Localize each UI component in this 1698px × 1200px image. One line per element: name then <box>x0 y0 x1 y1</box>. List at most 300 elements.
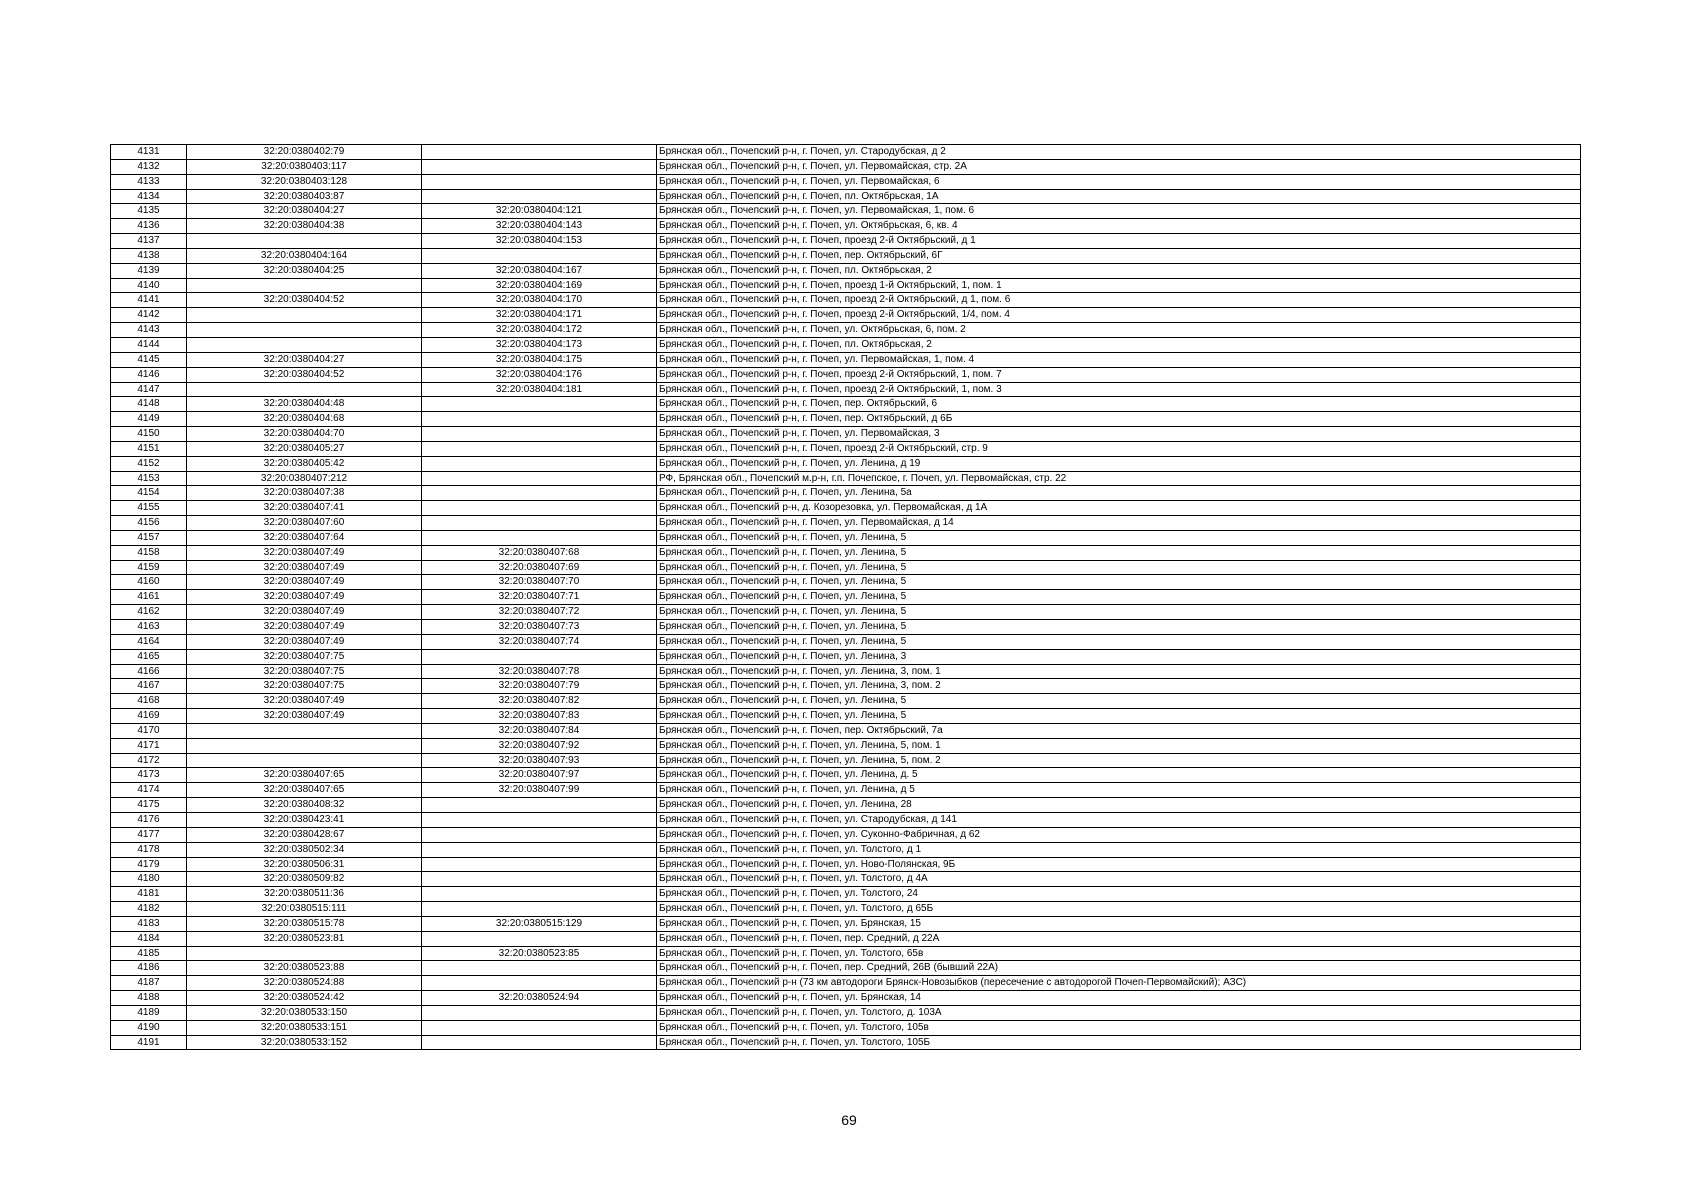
cadastral-number-cell: 32:20:0380407:49 <box>187 590 422 605</box>
table-row <box>111 709 1581 724</box>
cadastral-number-cell: 32:20:0380407:60 <box>187 516 422 531</box>
cadastral-number-cell: 32:20:0380404:48 <box>187 397 422 412</box>
table-row <box>111 427 1581 442</box>
table-row <box>111 560 1581 575</box>
object-number-cell: 32:20:0380515:129 <box>422 916 657 931</box>
cadastral-number-cell: 32:20:0380511:36 <box>187 887 422 902</box>
row-number-cell: 4185 <box>111 946 187 961</box>
address-cell: Брянская обл., Почепский р-н, г. Почеп, проезд 2-й Октябрьский, 1, пом. 3 <box>657 382 1581 397</box>
property-table <box>110 144 1581 1050</box>
address-cell: Брянская обл., Почепский р-н, г. Почеп, ул. Ленина, 28 <box>657 798 1581 813</box>
object-number-cell: 32:20:0380407:74 <box>422 634 657 649</box>
address-cell: Брянская обл., Почепский р-н, г. Почеп, пер. Средний, д 22А <box>657 931 1581 946</box>
table-row <box>111 456 1581 471</box>
table-row <box>111 486 1581 501</box>
row-number-cell: 4184 <box>111 931 187 946</box>
address-cell: Брянская обл., Почепский р-н, г. Почеп, ул. Ленина, 5 <box>657 575 1581 590</box>
object-number-cell: 32:20:0380407:69 <box>422 560 657 575</box>
row-number-cell: 4162 <box>111 605 187 620</box>
address-cell: Брянская обл., Почепский р-н, д. Козорезовка, ул. Первомайская, д 1А <box>657 501 1581 516</box>
address-cell: Брянская обл., Почепский р-н, г. Почеп, ул. Толстого, 65в <box>657 946 1581 961</box>
cadastral-number-cell: 32:20:0380407:75 <box>187 679 422 694</box>
cadastral-number-cell: 32:20:0380407:49 <box>187 634 422 649</box>
table-row <box>111 664 1581 679</box>
row-number-cell: 4190 <box>111 1020 187 1035</box>
row-number-cell: 4134 <box>111 189 187 204</box>
cadastral-number-cell: 32:20:0380405:42 <box>187 456 422 471</box>
object-number-cell <box>422 872 657 887</box>
object-number-cell <box>422 174 657 189</box>
cadastral-number-cell: 32:20:0380407:75 <box>187 649 422 664</box>
table-row <box>111 545 1581 560</box>
row-number-cell: 4173 <box>111 768 187 783</box>
object-number-cell: 32:20:0380523:85 <box>422 946 657 961</box>
property-table-body <box>111 145 1581 1050</box>
address-cell: Брянская обл., Почепский р-н, г. Почеп, ул. Первомайская, д 14 <box>657 516 1581 531</box>
cadastral-number-cell: 32:20:0380515:111 <box>187 902 422 917</box>
page-number: 69 <box>841 1112 857 1128</box>
row-number-cell: 4141 <box>111 293 187 308</box>
table-row <box>111 649 1581 664</box>
address-cell: Брянская обл., Почепский р-н, г. Почеп, ул. Ленина, 5 <box>657 590 1581 605</box>
cadastral-number-cell: 32:20:0380403:128 <box>187 174 422 189</box>
row-number-cell: 4163 <box>111 620 187 635</box>
object-number-cell: 32:20:0380404:153 <box>422 234 657 249</box>
object-number-cell: 32:20:0380407:78 <box>422 664 657 679</box>
object-number-cell: 32:20:0380407:71 <box>422 590 657 605</box>
address-cell: Брянская обл., Почепский р-н, г. Почеп, ул. Толстого, 105в <box>657 1020 1581 1035</box>
object-number-cell: 32:20:0380407:83 <box>422 709 657 724</box>
row-number-cell: 4139 <box>111 263 187 278</box>
address-cell: Брянская обл., Почепский р-н, г. Почеп, пл. Октябрьская, 1А <box>657 189 1581 204</box>
address-cell: Брянская обл., Почепский р-н, г. Почеп, ул. Первомайская, 1, пом. 6 <box>657 204 1581 219</box>
table-row <box>111 842 1581 857</box>
table-row <box>111 189 1581 204</box>
object-number-cell <box>422 516 657 531</box>
row-number-cell: 4133 <box>111 174 187 189</box>
cadastral-number-cell: 32:20:0380407:49 <box>187 545 422 560</box>
address-cell: Брянская обл., Почепский р-н, г. Почеп, ул. Ленина, д. 5 <box>657 768 1581 783</box>
object-number-cell <box>422 976 657 991</box>
address-cell: Брянская обл., Почепский р-н, г. Почеп, ул. Брянская, 15 <box>657 916 1581 931</box>
address-cell: Брянская обл., Почепский р-н, г. Почеп, ул. Ленина, 5, пом. 2 <box>657 753 1581 768</box>
object-number-cell: 32:20:0380404:175 <box>422 352 657 367</box>
cadastral-number-cell <box>187 382 422 397</box>
object-number-cell <box>422 248 657 263</box>
table-row <box>111 278 1581 293</box>
table-row <box>111 620 1581 635</box>
row-number-cell: 4148 <box>111 397 187 412</box>
cadastral-number-cell: 32:20:0380408:32 <box>187 798 422 813</box>
object-number-cell: 32:20:0380407:84 <box>422 723 657 738</box>
row-number-cell: 4135 <box>111 204 187 219</box>
object-number-cell: 32:20:0380407:82 <box>422 694 657 709</box>
address-cell: Брянская обл., Почепский р-н, г. Почеп, проезд 2-й Октябрьский, стр. 9 <box>657 441 1581 456</box>
object-number-cell <box>422 471 657 486</box>
address-cell: Брянская обл., Почепский р-н, г. Почеп, ул. Ленина, 5 <box>657 694 1581 709</box>
table-row <box>111 159 1581 174</box>
address-cell: Брянская обл., Почепский р-н, г. Почеп, проезд 2-й Октябрьский, д 1, пом. 6 <box>657 293 1581 308</box>
table-row <box>111 723 1581 738</box>
cadastral-number-cell: 32:20:0380524:42 <box>187 991 422 1006</box>
object-number-cell <box>422 902 657 917</box>
row-number-cell: 4177 <box>111 827 187 842</box>
row-number-cell: 4168 <box>111 694 187 709</box>
address-cell: Брянская обл., Почепский р-н, г. Почеп, ул. Ленина, 5, пом. 1 <box>657 738 1581 753</box>
table-row <box>111 798 1581 813</box>
cadastral-number-cell <box>187 753 422 768</box>
object-number-cell <box>422 501 657 516</box>
cadastral-number-cell: 32:20:0380405:27 <box>187 441 422 456</box>
row-number-cell: 4143 <box>111 323 187 338</box>
table-row <box>111 738 1581 753</box>
table-row <box>111 471 1581 486</box>
cadastral-number-cell <box>187 738 422 753</box>
row-number-cell: 4153 <box>111 471 187 486</box>
address-cell: Брянская обл., Почепский р-н, г. Почеп, ул. Ленина, 5 <box>657 709 1581 724</box>
address-cell: Брянская обл., Почепский р-н, г. Почеп, ул. Ленина, 3 <box>657 649 1581 664</box>
address-cell: Брянская обл., Почепский р-н, г. Почеп, пл. Октябрьская, 2 <box>657 263 1581 278</box>
table-row <box>111 694 1581 709</box>
table-row <box>111 1035 1581 1050</box>
object-number-cell <box>422 887 657 902</box>
table-row <box>111 219 1581 234</box>
address-cell: Брянская обл., Почепский р-н, г. Почеп, ул. Ленина, 5 <box>657 530 1581 545</box>
object-number-cell <box>422 931 657 946</box>
address-cell: РФ, Брянская обл., Почепский м.р-н, г.п. Почепское, г. Почеп, ул. Первомайская, стр. 22 <box>657 471 1581 486</box>
object-number-cell <box>422 649 657 664</box>
table-row <box>111 827 1581 842</box>
object-number-cell: 32:20:0380407:68 <box>422 545 657 560</box>
address-cell: Брянская обл., Почепский р-н, г. Почеп, ул. Суконно-Фабричная, д 62 <box>657 827 1581 842</box>
address-cell: Брянская обл., Почепский р-н, г. Почеп, ул. Стародубская, д 2 <box>657 145 1581 160</box>
row-number-cell: 4154 <box>111 486 187 501</box>
object-number-cell <box>422 1005 657 1020</box>
row-number-cell: 4178 <box>111 842 187 857</box>
table-row <box>111 323 1581 338</box>
address-cell: Брянская обл., Почепский р-н, г. Почеп, ул. Ленина, д 19 <box>657 456 1581 471</box>
row-number-cell: 4186 <box>111 961 187 976</box>
object-number-cell <box>422 812 657 827</box>
row-number-cell: 4180 <box>111 872 187 887</box>
row-number-cell: 4182 <box>111 902 187 917</box>
table-row <box>111 679 1581 694</box>
object-number-cell: 32:20:0380404:172 <box>422 323 657 338</box>
table-row <box>111 174 1581 189</box>
cadastral-number-cell: 32:20:0380407:38 <box>187 486 422 501</box>
row-number-cell: 4189 <box>111 1005 187 1020</box>
object-number-cell: 32:20:0380407:93 <box>422 753 657 768</box>
object-number-cell: 32:20:0380407:92 <box>422 738 657 753</box>
cadastral-number-cell: 32:20:0380407:212 <box>187 471 422 486</box>
row-number-cell: 4144 <box>111 337 187 352</box>
object-number-cell <box>422 189 657 204</box>
table-row <box>111 887 1581 902</box>
object-number-cell: 32:20:0380404:167 <box>422 263 657 278</box>
object-number-cell <box>422 530 657 545</box>
table-row <box>111 902 1581 917</box>
table-row <box>111 441 1581 456</box>
object-number-cell <box>422 397 657 412</box>
cadastral-number-cell: 32:20:0380407:49 <box>187 605 422 620</box>
cadastral-number-cell: 32:20:0380523:88 <box>187 961 422 976</box>
table-row <box>111 916 1581 931</box>
address-cell: Брянская обл., Почепский р-н, г. Почеп, ул. Ленина, 3, пом. 1 <box>657 664 1581 679</box>
address-cell: Брянская обл., Почепский р-н, г. Почеп, ул. Ленина, 5 <box>657 620 1581 635</box>
address-cell: Брянская обл., Почепский р-н, г. Почеп, ул. Ленина, 3, пом. 2 <box>657 679 1581 694</box>
table-row <box>111 605 1581 620</box>
object-number-cell: 32:20:0380404:121 <box>422 204 657 219</box>
cadastral-number-cell: 32:20:0380407:49 <box>187 620 422 635</box>
address-cell: Брянская обл., Почепский р-н, г. Почеп, ул. Толстого, д 1 <box>657 842 1581 857</box>
object-number-cell: 32:20:0380407:79 <box>422 679 657 694</box>
object-number-cell <box>422 441 657 456</box>
table-row <box>111 412 1581 427</box>
address-cell: Брянская обл., Почепский р-н, г. Почеп, ул. Октябрьская, 6, пом. 2 <box>657 323 1581 338</box>
address-cell: Брянская обл., Почепский р-н, г. Почеп, ул. Толстого, д 4А <box>657 872 1581 887</box>
cadastral-number-cell: 32:20:0380509:82 <box>187 872 422 887</box>
address-cell: Брянская обл., Почепский р-н, г. Почеп, ул. Ленина, 5 <box>657 634 1581 649</box>
cadastral-number-cell: 32:20:0380404:68 <box>187 412 422 427</box>
table-row <box>111 382 1581 397</box>
table-row <box>111 575 1581 590</box>
table-row <box>111 590 1581 605</box>
cadastral-number-cell: 32:20:0380533:151 <box>187 1020 422 1035</box>
object-number-cell: 32:20:0380404:176 <box>422 367 657 382</box>
object-number-cell: 32:20:0380404:173 <box>422 337 657 352</box>
object-number-cell <box>422 412 657 427</box>
table-row <box>111 768 1581 783</box>
address-cell: Брянская обл., Почепский р-н, г. Почеп, ул. Ленина, д 5 <box>657 783 1581 798</box>
address-cell: Брянская обл., Почепский р-н, г. Почеп, ул. Стародубская, д 141 <box>657 812 1581 827</box>
cadastral-number-cell: 32:20:0380515:78 <box>187 916 422 931</box>
table-row <box>111 1020 1581 1035</box>
row-number-cell: 4145 <box>111 352 187 367</box>
address-cell: Брянская обл., Почепский р-н, г. Почеп, пер. Октябрьский, 6Г <box>657 248 1581 263</box>
table-row <box>111 248 1581 263</box>
row-number-cell: 4155 <box>111 501 187 516</box>
cadastral-number-cell: 32:20:0380407:49 <box>187 709 422 724</box>
cadastral-number-cell: 32:20:0380533:150 <box>187 1005 422 1020</box>
address-cell: Брянская обл., Почепский р-н, г. Почеп, ул. Толстого, 105Б <box>657 1035 1581 1050</box>
table-row <box>111 352 1581 367</box>
cadastral-number-cell: 32:20:0380402:79 <box>187 145 422 160</box>
cadastral-number-cell <box>187 323 422 338</box>
table-row <box>111 145 1581 160</box>
row-number-cell: 4167 <box>111 679 187 694</box>
row-number-cell: 4179 <box>111 857 187 872</box>
cadastral-number-cell: 32:20:0380403:117 <box>187 159 422 174</box>
object-number-cell <box>422 427 657 442</box>
address-cell: Брянская обл., Почепский р-н, г. Почеп, ул. Первомайская, 6 <box>657 174 1581 189</box>
row-number-cell: 4147 <box>111 382 187 397</box>
row-number-cell: 4166 <box>111 664 187 679</box>
row-number-cell: 4157 <box>111 530 187 545</box>
row-number-cell: 4174 <box>111 783 187 798</box>
object-number-cell: 32:20:0380407:97 <box>422 768 657 783</box>
cadastral-number-cell: 32:20:0380523:81 <box>187 931 422 946</box>
row-number-cell: 4138 <box>111 248 187 263</box>
table-row <box>111 783 1581 798</box>
row-number-cell: 4146 <box>111 367 187 382</box>
table-row <box>111 931 1581 946</box>
row-number-cell: 4131 <box>111 145 187 160</box>
object-number-cell <box>422 857 657 872</box>
cadastral-number-cell: 32:20:0380407:64 <box>187 530 422 545</box>
object-number-cell: 32:20:0380404:181 <box>422 382 657 397</box>
row-number-cell: 4158 <box>111 545 187 560</box>
cadastral-number-cell: 32:20:0380502:34 <box>187 842 422 857</box>
row-number-cell: 4137 <box>111 234 187 249</box>
table-row <box>111 857 1581 872</box>
table-row <box>111 263 1581 278</box>
table-row <box>111 337 1581 352</box>
row-number-cell: 4172 <box>111 753 187 768</box>
cadastral-number-cell: 32:20:0380407:49 <box>187 694 422 709</box>
address-cell: Брянская обл., Почепский р-н, г. Почеп, пер. Средний, 26В (бывший 22А) <box>657 961 1581 976</box>
cadastral-number-cell: 32:20:0380407:49 <box>187 575 422 590</box>
row-number-cell: 4152 <box>111 456 187 471</box>
address-cell: Брянская обл., Почепский р-н, г. Почеп, ул. Ленина, 5 <box>657 545 1581 560</box>
address-cell: Брянская обл., Почепский р-н, г. Почеп, пер. Октябрьский, д 6Б <box>657 412 1581 427</box>
cadastral-number-cell: 32:20:0380404:25 <box>187 263 422 278</box>
address-cell: Брянская обл., Почепский р-н, г. Почеп, пер. Октябрьский, 7а <box>657 723 1581 738</box>
row-number-cell: 4169 <box>111 709 187 724</box>
row-number-cell: 4165 <box>111 649 187 664</box>
address-cell: Брянская обл., Почепский р-н, г. Почеп, ул. Первомайская, 3 <box>657 427 1581 442</box>
cadastral-number-cell: 32:20:0380404:27 <box>187 352 422 367</box>
table-row <box>111 812 1581 827</box>
object-number-cell <box>422 798 657 813</box>
row-number-cell: 4183 <box>111 916 187 931</box>
cadastral-number-cell <box>187 946 422 961</box>
cadastral-number-cell <box>187 723 422 738</box>
table-row <box>111 204 1581 219</box>
object-number-cell <box>422 1035 657 1050</box>
row-number-cell: 4188 <box>111 991 187 1006</box>
row-number-cell: 4160 <box>111 575 187 590</box>
table-row <box>111 516 1581 531</box>
cadastral-number-cell: 32:20:0380404:27 <box>187 204 422 219</box>
row-number-cell: 4132 <box>111 159 187 174</box>
address-cell: Брянская обл., Почепский р-н, г. Почеп, ул. Октябрьская, 6, кв. 4 <box>657 219 1581 234</box>
table-row <box>111 397 1581 412</box>
address-cell: Брянская обл., Почепский р-н, г. Почеп, ул. Ленина, 5 <box>657 605 1581 620</box>
table-row <box>111 872 1581 887</box>
table-row <box>111 501 1581 516</box>
row-number-cell: 4191 <box>111 1035 187 1050</box>
address-cell: Брянская обл., Почепский р-н, г. Почеп, пл. Октябрьская, 2 <box>657 337 1581 352</box>
cadastral-number-cell: 32:20:0380423:41 <box>187 812 422 827</box>
row-number-cell: 4140 <box>111 278 187 293</box>
table-row <box>111 308 1581 323</box>
table-row <box>111 1005 1581 1020</box>
address-cell: Брянская обл., Почепский р-н (73 км автодороги Брянск-Новозыбков (пересечение с автодорогой Почеп-Первомайский); АЗС) <box>657 976 1581 991</box>
address-cell: Брянская обл., Почепский р-н, г. Почеп, ул. Толстого, д. 103А <box>657 1005 1581 1020</box>
row-number-cell: 4170 <box>111 723 187 738</box>
address-cell: Брянская обл., Почепский р-н, г. Почеп, ул. Ленина, 5а <box>657 486 1581 501</box>
row-number-cell: 4151 <box>111 441 187 456</box>
object-number-cell: 32:20:0380404:143 <box>422 219 657 234</box>
address-cell: Брянская обл., Почепский р-н, г. Почеп, проезд 2-й Октябрьский, 1/4, пом. 4 <box>657 308 1581 323</box>
table-row <box>111 293 1581 308</box>
row-number-cell: 4142 <box>111 308 187 323</box>
object-number-cell: 32:20:0380407:70 <box>422 575 657 590</box>
address-cell: Брянская обл., Почепский р-н, г. Почеп, ул. Ленина, 5 <box>657 560 1581 575</box>
row-number-cell: 4150 <box>111 427 187 442</box>
cadastral-number-cell: 32:20:0380407:65 <box>187 783 422 798</box>
object-number-cell <box>422 159 657 174</box>
address-cell: Брянская обл., Почепский р-н, г. Почеп, проезд 2-й Октябрьский, д 1 <box>657 234 1581 249</box>
cadastral-number-cell: 32:20:0380404:38 <box>187 219 422 234</box>
row-number-cell: 4176 <box>111 812 187 827</box>
object-number-cell: 32:20:0380407:73 <box>422 620 657 635</box>
object-number-cell: 32:20:0380524:94 <box>422 991 657 1006</box>
table-row <box>111 961 1581 976</box>
table-row <box>111 976 1581 991</box>
cadastral-number-cell <box>187 278 422 293</box>
cadastral-number-cell <box>187 337 422 352</box>
row-number-cell: 4136 <box>111 219 187 234</box>
object-number-cell: 32:20:0380404:171 <box>422 308 657 323</box>
cadastral-number-cell: 32:20:0380407:75 <box>187 664 422 679</box>
row-number-cell: 4175 <box>111 798 187 813</box>
cadastral-number-cell: 32:20:0380404:70 <box>187 427 422 442</box>
object-number-cell: 32:20:0380407:99 <box>422 783 657 798</box>
address-cell: Брянская обл., Почепский р-н, г. Почеп, ул. Первомайская, 1, пом. 4 <box>657 352 1581 367</box>
address-cell: Брянская обл., Почепский р-н, г. Почеп, ул. Брянская, 14 <box>657 991 1581 1006</box>
cadastral-number-cell: 32:20:0380533:152 <box>187 1035 422 1050</box>
table-row <box>111 634 1581 649</box>
cadastral-number-cell: 32:20:0380407:41 <box>187 501 422 516</box>
cadastral-number-cell: 32:20:0380407:65 <box>187 768 422 783</box>
row-number-cell: 4187 <box>111 976 187 991</box>
object-number-cell <box>422 961 657 976</box>
object-number-cell <box>422 486 657 501</box>
row-number-cell: 4149 <box>111 412 187 427</box>
cadastral-number-cell <box>187 234 422 249</box>
object-number-cell: 32:20:0380404:169 <box>422 278 657 293</box>
cadastral-number-cell: 32:20:0380404:52 <box>187 367 422 382</box>
address-cell: Брянская обл., Почепский р-н, г. Почеп, ул. Первомайская, стр. 2А <box>657 159 1581 174</box>
cadastral-number-cell: 32:20:0380524:88 <box>187 976 422 991</box>
object-number-cell: 32:20:0380407:72 <box>422 605 657 620</box>
object-number-cell: 32:20:0380404:170 <box>422 293 657 308</box>
object-number-cell <box>422 456 657 471</box>
row-number-cell: 4181 <box>111 887 187 902</box>
address-cell: Брянская обл., Почепский р-н, г. Почеп, ул. Ново-Полянская, 9Б <box>657 857 1581 872</box>
cadastral-number-cell: 32:20:0380407:49 <box>187 560 422 575</box>
object-number-cell <box>422 145 657 160</box>
address-cell: Брянская обл., Почепский р-н, г. Почеп, ул. Толстого, 24 <box>657 887 1581 902</box>
cadastral-number-cell <box>187 308 422 323</box>
cadastral-number-cell: 32:20:0380404:164 <box>187 248 422 263</box>
address-cell: Брянская обл., Почепский р-н, г. Почеп, проезд 1-й Октябрьский, 1, пом. 1 <box>657 278 1581 293</box>
table-row <box>111 530 1581 545</box>
address-cell: Брянская обл., Почепский р-н, г. Почеп, ул. Толстого, д 65Б <box>657 902 1581 917</box>
row-number-cell: 4159 <box>111 560 187 575</box>
object-number-cell <box>422 842 657 857</box>
object-number-cell <box>422 827 657 842</box>
address-cell: Брянская обл., Почепский р-н, г. Почеп, пер. Октябрьский, 6 <box>657 397 1581 412</box>
address-cell: Брянская обл., Почепский р-н, г. Почеп, проезд 2-й Октябрьский, 1, пом. 7 <box>657 367 1581 382</box>
table-row <box>111 946 1581 961</box>
row-number-cell: 4164 <box>111 634 187 649</box>
row-number-cell: 4156 <box>111 516 187 531</box>
row-number-cell: 4161 <box>111 590 187 605</box>
table-row <box>111 367 1581 382</box>
table-row <box>111 991 1581 1006</box>
